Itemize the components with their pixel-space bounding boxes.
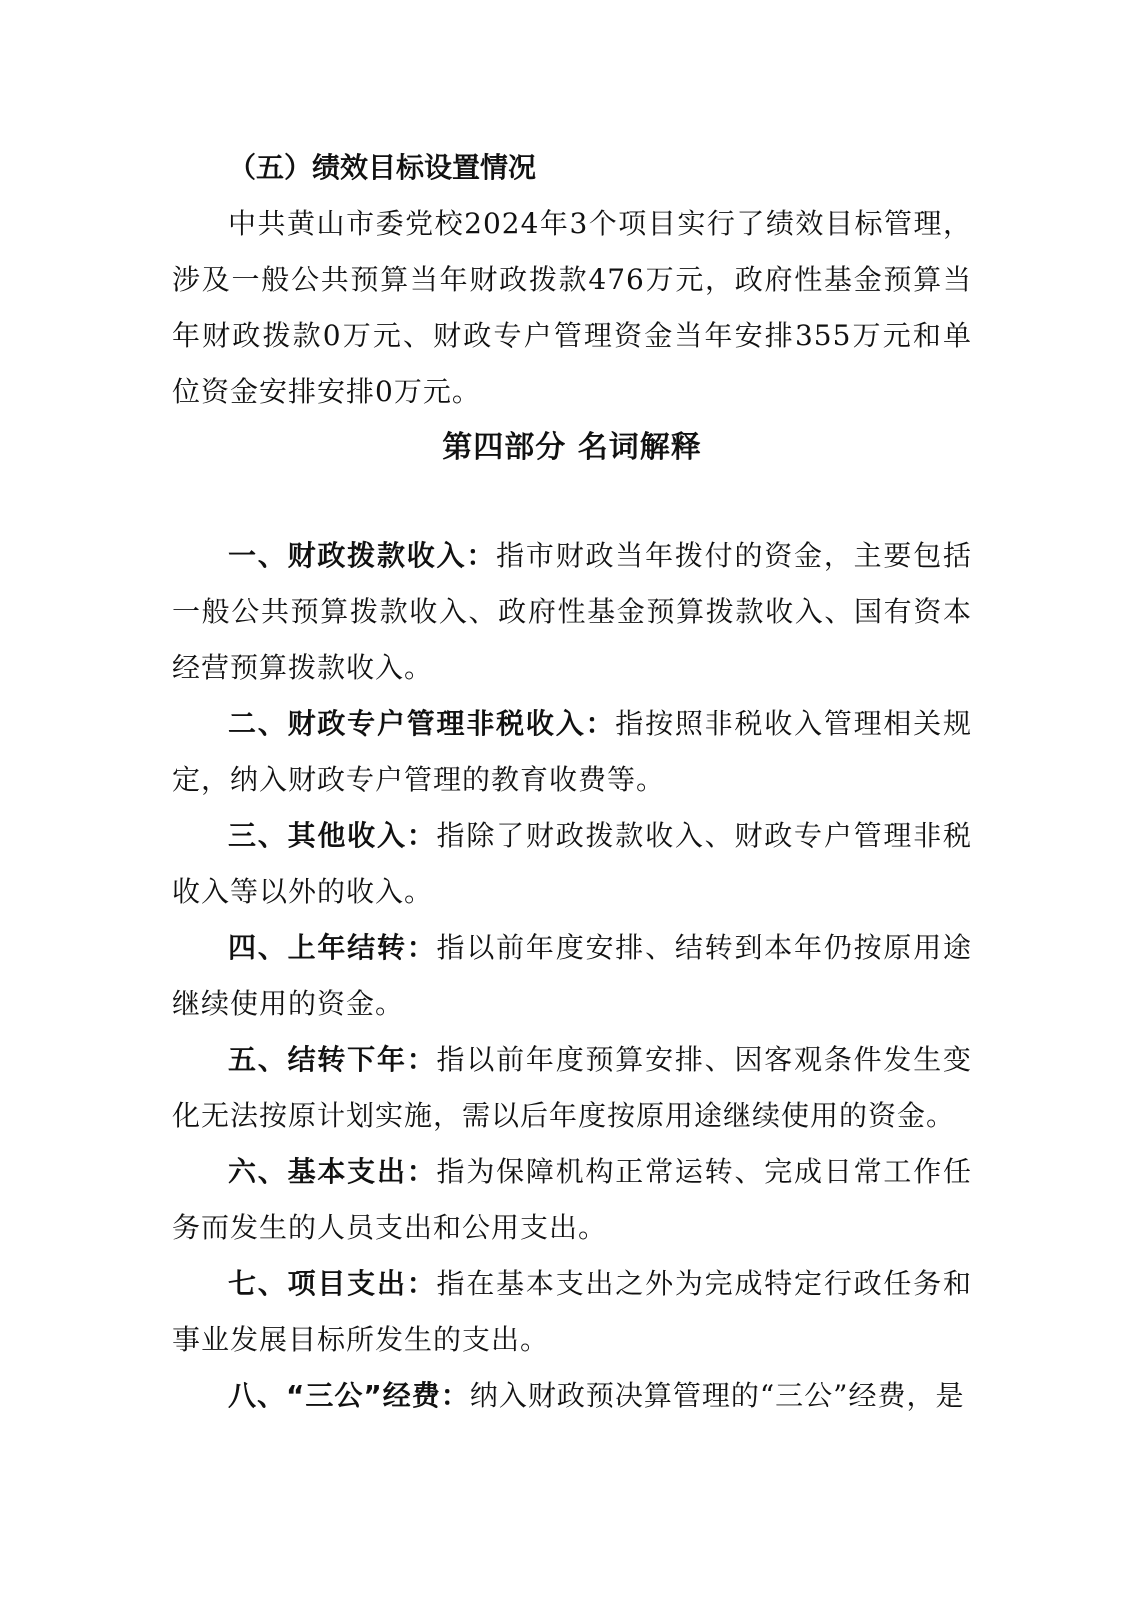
definition-term: 五、结转下年： [228,1043,437,1076]
definition-term: 一、财政拨款收入： [228,539,497,572]
definition-item [172,696,972,808]
definition-term: 七、项目支出： [228,1267,437,1300]
definition-item [172,528,972,696]
definition-text: 指以前年度安排、结转到本年仍按原用途继续使用的资金。 [172,931,972,1020]
definition-term: 二、财政专户管理非税收入： [228,707,616,740]
definition-text: 指市财政当年拨付的资金，主要包括一般公共预算拨款收入、政府性基金预算拨款收入、国有资本经营预算拨款收入。 [172,539,972,684]
definition-term: 六、基本支出： [228,1155,437,1188]
definition-item [172,1144,972,1256]
definition-text: 纳入财政预决算管理的“三公”经费，是 [469,1379,965,1412]
definition-item [172,920,972,1032]
definition-item [172,1032,972,1144]
definition-text: 指在基本支出之外为完成特定行政任务和事业发展目标所发生的支出。 [172,1267,972,1356]
definition-text: 指以前年度预算安排、因客观条件发生变化无法按原计划实施，需以后年度按原用途继续使用的资金。 [172,1043,972,1132]
page-content [172,140,972,1424]
definition-term: 三、其他收入： [228,819,437,852]
definition-item [172,808,972,920]
definition-term: 八、“三公”经费： [228,1379,470,1412]
definition-item [172,1256,972,1368]
part-title: 第四部分 名词解释 [442,430,702,465]
section-body: 中共黄山市委党校2024年3个项目实行了绩效目标管理，涉及一般公共预算当年财政拨款476万元，政府性基金预算当年财政拨款0万元、财政专户管理资金当年安排355万元和单位资金安排安排0万元。 [172,207,972,408]
definition-text: 指除了财政拨款收入、财政专户管理非税收入等以外的收入。 [172,819,972,908]
definition-text: 指为保障机构正常运转、完成日常工作任务而发生的人员支出和公用支出。 [172,1155,972,1244]
definition-term: 四、上年结转： [228,931,437,964]
definition-item [172,1368,972,1424]
section-heading: （五）绩效目标设置情况 [228,151,537,184]
definition-text: 指按照非税收入管理相关规定，纳入财政专户管理的教育收费等。 [172,707,972,796]
